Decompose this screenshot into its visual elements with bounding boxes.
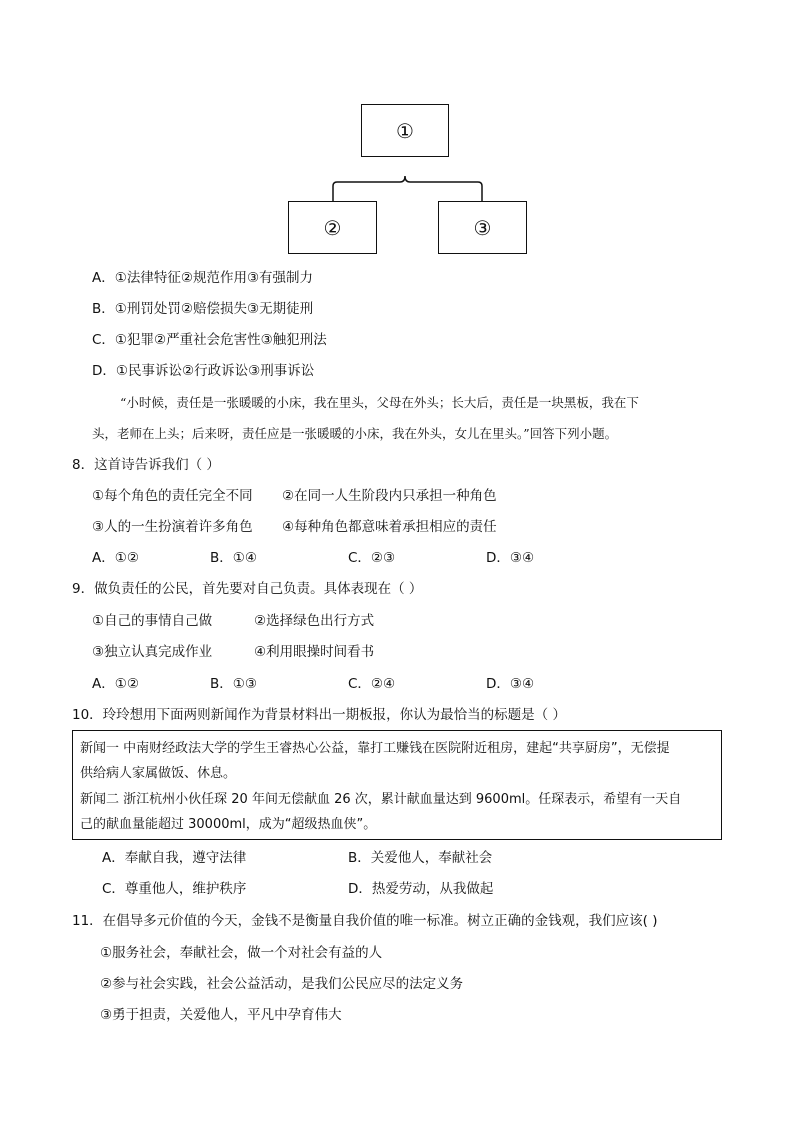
poem-line-1: “小时候，责任是一张暖暖的小床，我在里头，父母在外头；长大后，责任是一块黑板，我在下 xyxy=(120,395,639,410)
news1-line-1: 新闻一 中南财经政法大学的学生王睿热心公益，靠打工赚钱在医院附近租房，建起“共享厨房”，无偿提 xyxy=(80,741,670,756)
q9-statement-4: ④利用眼操时间看书 xyxy=(254,644,375,660)
q8-stem: 8．这首诗告诉我们（ ） xyxy=(72,457,220,473)
q8-option-c: C．②③ xyxy=(348,550,396,566)
news1-line-2: 供给病人家属做饭、休息。 xyxy=(80,766,237,781)
q9-statement-2: ②选择绿色出行方式 xyxy=(254,613,375,629)
q9-option-d: D．③④ xyxy=(486,676,535,692)
diagram-box-1: ① xyxy=(361,104,449,157)
q10-option-b: B．关爱他人，奉献社会 xyxy=(348,850,493,866)
q9-option-a: A．①② xyxy=(92,676,139,692)
q10-option-d: D．热爱劳动，从我做起 xyxy=(348,881,494,897)
q10-option-a: A．奉献自我，遵守法律 xyxy=(102,850,247,866)
q11-stem: 11．在倡导多元价值的今天，金钱不是衡量自我价值的唯一标准。树立正确的金钱观，我们应该( ) xyxy=(72,913,658,929)
q10-stem: 10．玲玲想用下面两则新闻作为背景材料出一期板报，你认为最恰当的标题是（ ） xyxy=(72,707,566,723)
q8-option-d: D．③④ xyxy=(486,550,535,566)
poem-line-2: 头，老师在上头；后来呀，责任应是一张暖暖的小床，我在外头，女儿在里头。”回答下列小题。 xyxy=(92,426,618,441)
q11-statement-2: ②参与社会实践，社会公益活动，是我们公民应尽的法定义务 xyxy=(100,976,464,992)
option-d: D．①民事诉讼②行政诉讼③刑事诉讼 xyxy=(92,363,315,379)
diagram-box-3: ③ xyxy=(438,201,527,254)
q11-statement-3: ③勇于担责，关爱他人，平凡中孕育伟大 xyxy=(100,1007,342,1023)
q9-stem: 9．做负责任的公民，首先要对自己负责。具体表现在（ ） xyxy=(72,581,423,597)
q8-statement-3: ③人的一生扮演着许多角色 xyxy=(92,519,253,535)
news2-line-2: 己的献血量能超过 30000ml，成为“超级热血侠”。 xyxy=(80,817,377,832)
q9-option-c: C．②④ xyxy=(348,676,396,692)
q8-statement-1: ①每个角色的责任完全不同 xyxy=(92,488,253,504)
option-c: C．①犯罪②严重社会危害性③触犯刑法 xyxy=(92,332,327,348)
q8-statement-2: ②在同一人生阶段内只承担一种角色 xyxy=(282,488,497,504)
q11-statement-1: ①服务社会，奉献社会，做一个对社会有益的人 xyxy=(100,945,383,961)
option-b: B．①刑罚处罚②赔偿损失③无期徒刑 xyxy=(92,301,314,317)
q9-statement-3: ③独立认真完成作业 xyxy=(92,644,213,660)
q8-option-b: B．①④ xyxy=(210,550,257,566)
q8-option-a: A．①② xyxy=(92,550,139,566)
q9-statement-1: ①自己的事情自己做 xyxy=(92,613,213,629)
q8-statement-4: ④每种角色都意味着承担相应的责任 xyxy=(282,519,497,535)
option-a: A．①法律特征②规范作用③有强制力 xyxy=(92,270,314,286)
news2-line-1: 新闻二 浙江杭州小伙任琛 20 年间无偿献血 26 次，累计献血量达到 9600ml。任琛表示，希望有一天自 xyxy=(80,792,682,807)
diagram-box-2: ② xyxy=(288,201,377,254)
q9-option-b: B．①③ xyxy=(210,676,257,692)
q10-option-c: C．尊重他人，维护秩序 xyxy=(102,881,247,897)
